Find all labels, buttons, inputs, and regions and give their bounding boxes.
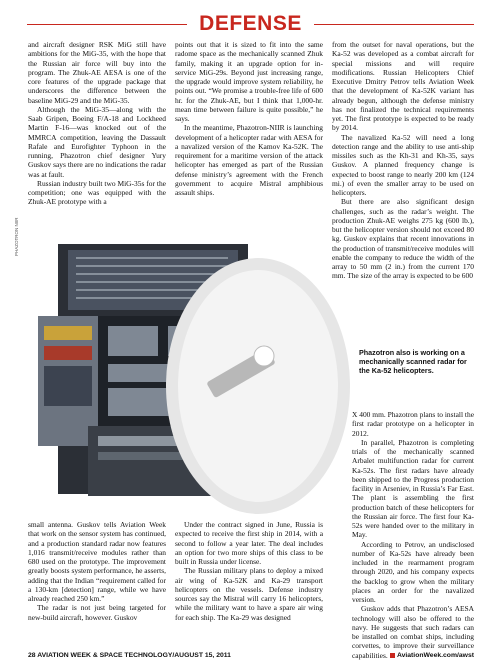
paragraph: The navalized Ka-52 will need a long detection range and the ability to use anti-ship missiles such as the Kh-31 and Kh-35, says Guskov. A planned frequency change is expected to boost range to nearly 200 km (124 mi.) of even the smaller array to be used on helicopters. [332,132,474,197]
photo-caption: Phazotron also is working on a mechanically scanned radar for the Ka-52 helicopters. [359,348,467,375]
header-rule-right [314,24,474,25]
paragraph: small antenna. Guskov tells Aviation Week that work on the sensor system has continued, and a production standard radar now features 1,016 transmit/receive modules rather than 680 used on the prototype. The improvement greatly boosts system performance, he asserts, adding that the Indian “requirement called for a 130-km [detection] range, while we have already reached 250 km.” [28,520,166,603]
footer-folio: 28 AVIATION WEEK & SPACE TECHNOLOGY/AUGUST 15, 2011 [28,652,231,659]
paragraph: Under the contract signed in June, Russia is expected to receive the first ship in 2014, with a second to follow a year later. The deal includes an option for two more ships of this class to be built in Russia under license. [175,520,323,566]
paragraph: The radar is not just being targeted for new-build aircraft, however. Guskov [28,603,166,622]
paragraph: The Russian military plans to deploy a mixed air wing of Ka-52K and Ka-29 transport helicopters on the vessels. Defense industry sources say the Mistral will carry 16 helicopters, while the military want to have a spare air wing for each ship. The Ka-29 was designed [175,566,323,622]
paragraph: In parallel, Phazotron is completing trials of the mechanically scanned Arbalet multifunction radar for current Ka-52s. The first radars have already been shipped to the Progress production facility in Arseniev, in Russia’s Far East. The plant is assembling the first production batch of these helicopters for the Russian air force. The first four Ka-52s were handed over to the military in May. [352,437,474,540]
paragraph: Although the MiG-35—along with the Saab Gripen, Boeing F/A-18 and Lockheed Martin F-16—was knocked out of the MMRCA competition, leaving the Dassault Rafale and Eurofighter Typhoon in the running, Phazotron chief designer Yury Guskov says there are no indications the radar was at fault. [28,104,166,179]
paragraph-text: Guskov adds that Phazotron’s AESA technology will also be offered to the navy. He suggests that such radars can be installed on combat ships, including corvettes, to improve their surveillance capabilities. [352,604,474,660]
article-column-3-top [332,40,474,281]
paragraph: points out that it is sized to fit into the same radome space as the mechanically scanned Zhuk family, making it an upgrade option for in-service MiG-29s. Beyond just increasing range, the upgrade would improve system reliability, he points out. “We promise a trouble-free life of 600 hr. for the Zhuk-AE, but I think that 1,000-hr. mean time between failure is quite possible,” he says. [175,40,323,123]
article-column-3-bottom [352,410,474,660]
article-column-2-top [175,40,323,197]
article-column-1-bottom [28,520,166,622]
paragraph: from the outset for naval operations, but the Ka-52 was developed as a combat aircraft for special missions and will require modifications. Russian Helicopters Chief Executive Dmitry Petrov tells Aviation Week that the development of Ka-52K variant has already begun, although the defense ministry has not finalized the technical requirements yet. The first prototype is expected to be ready by 2014. [332,40,474,133]
paragraph: But there are also significant design challenges, such as the radar’s weight. The production Zhuk-AE weighs 275 kg (600 lb.), but the helicopter version should not exceed 80 kg. Guskov explains that recent innovations in the production of transmit/receive modules will enable the company to reduce the width of the array to 50 mm (2 in.) from the current 170 mm. The size of the array is expected to be 600 [332,197,474,281]
article-column-2-bottom [175,520,323,622]
paragraph: and aircraft designer RSK MiG still have ambitions for the MiG-35, with the hope that the Russian air force will buy into the program. The Zhuk-AE AESA is one of the core features of the upgrade package that underscores the difference between the baseline MiG-29 and the MiG-35. [28,40,166,105]
radar-photo [28,236,350,520]
paragraph: According to Petrov, an undisclosed number of Ka-52s have already been included in the rearmament program through 2020, and his company expects the backlog to grow when the military places an order for the navalized version. [352,539,474,604]
section-header [27,14,474,36]
footer-url: AviationWeek.com/awst [396,652,474,659]
paragraph: Russian industry built two MiG-35s for the competition; one was equipped with the Zhuk-AE prototype with a [28,178,166,207]
section-title: DEFENSE [199,12,302,35]
page-footer [28,652,474,664]
paragraph: In the meantime, Phazotron-NIIR is launching development of a helicopter radar with AESA for a navalized version of the Kamov Ka-52K. The requirement for a maritime version of the attack helicopter has emerged as part of the Russian defense ministry’s agreement with the French government to acquire Mistral amphibious assault ships. [175,123,323,197]
photo-credit: PHAZOTRON NIIR [14,217,19,256]
article-column-1-top [28,40,166,207]
paragraph: X 400 mm. Phazotron plans to install the first radar prototype on a helicopter in 2012. [352,410,474,438]
